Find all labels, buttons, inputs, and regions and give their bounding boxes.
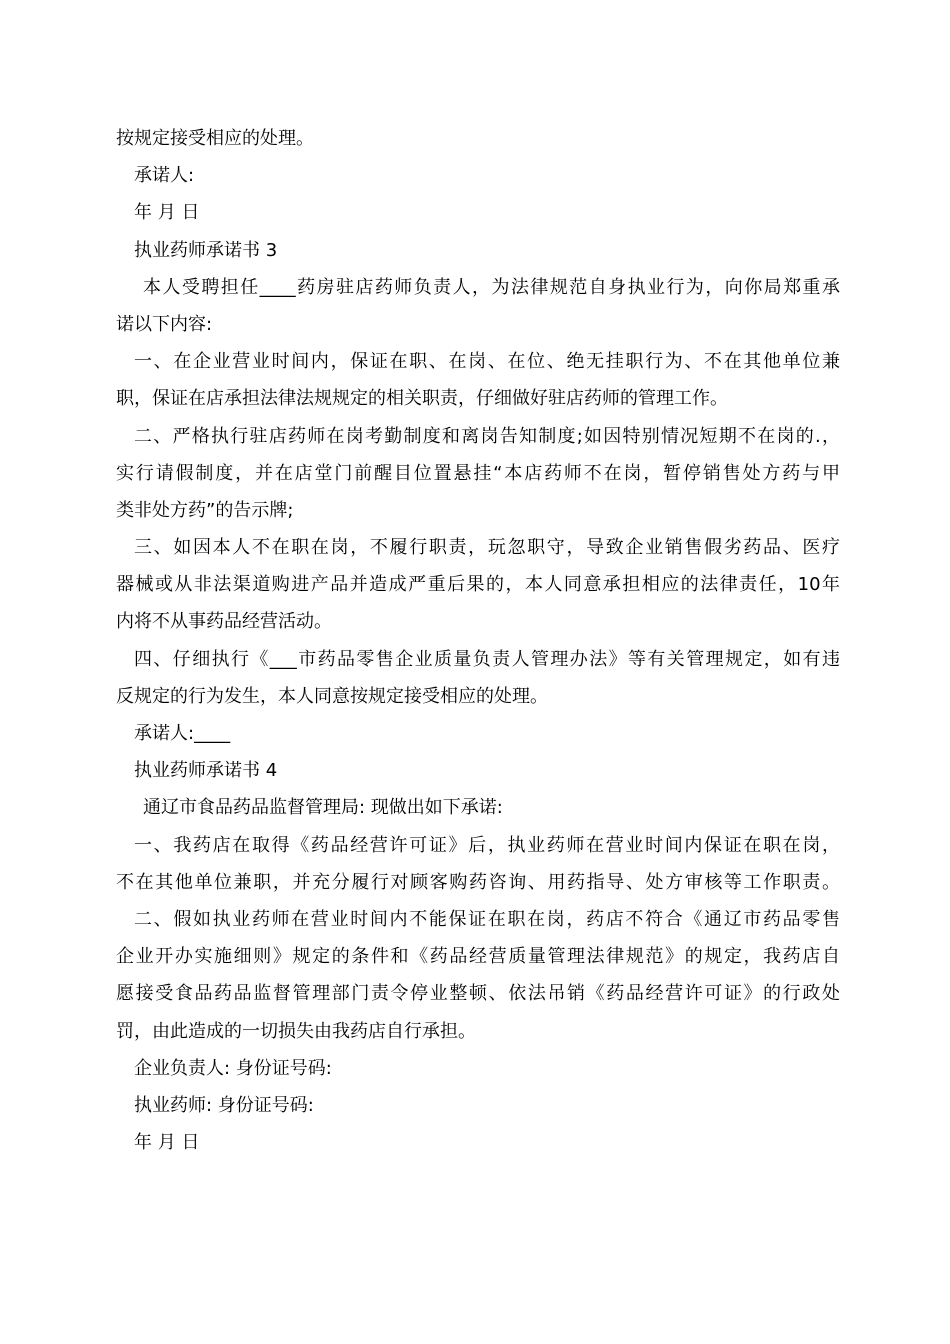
signature-label: 执业药师: 身份证号码:	[134, 1094, 314, 1116]
text-line: 按规定接受相应的处理。	[116, 128, 314, 149]
document-body	[116, 120, 840, 1161]
section-heading: 执业药师承诺书 4	[134, 760, 278, 782]
signature-label: 承诺人:	[134, 165, 195, 187]
text-line: 反规定的行为发生，本人同意按规定接受相应的处理。	[116, 685, 548, 707]
text-line: 通辽市食品药品监督管理局: 现做出如下承诺:	[143, 797, 503, 819]
text-line: 罚，由此造成的一切损失由我药店自行承担。	[116, 1020, 476, 1042]
signature-label: 承诺人:____	[134, 723, 231, 744]
text-line: 愿接受食品药品监督管理部门责令停业整顿、依法吊销《药品经营许可证》的行政处	[116, 983, 840, 1005]
text-line: 不在其他单位兼职，并充分履行对顾客购药咨询、用药指导、处方审核等工作职责。	[116, 871, 840, 893]
text-line: 职，保证在店承担法律法规规定的相关职责，仔细做好驻店药师的管理工作。	[116, 388, 728, 410]
date-line: 年 月 日	[134, 202, 200, 224]
text-line: 四、仔细执行《___市药品零售企业质量负责人管理办法》等有关管理规定，如有违	[134, 648, 840, 670]
text-line: 类非处方药”的告示牌;	[116, 499, 294, 521]
text-line: 二、严格执行驻店药师在岗考勤制度和离岗告知制度;如因特别情况短期不在岗的.，	[134, 425, 840, 447]
text-line: 企业开办实施细则》规定的条件和《药品经营质量管理法律规范》的规定，我药店自	[116, 946, 840, 968]
date-line: 年 月 日	[134, 1132, 200, 1154]
text-line: 二、假如执业药师在营业时间内不能保证在职在岗，药店不符合《通辽市药品零售	[134, 908, 840, 930]
text-line: 器械或从非法渠道购进产品并造成严重后果的，本人同意承担相应的法律责任，10年	[116, 574, 840, 596]
text-line: 内将不从事药品经营活动。	[116, 611, 332, 633]
text-line: 本人受聘担任____药房驻店药师负责人，为法律规范自身执业行为，向你局郑重承	[143, 276, 840, 298]
text-line: 一、我药店在取得《药品经营许可证》后，执业药师在营业时间内保证在职在岗，	[134, 834, 840, 856]
text-line: 三、如因本人不在职在岗，不履行职责，玩忽职守，导致企业销售假劣药品、医疗	[134, 537, 840, 559]
signature-label: 企业负责人: 身份证号码:	[134, 1057, 332, 1079]
text-line: 实行请假制度，并在店堂门前醒目位置悬挂“本店药师不在岗，暂停销售处方药与甲	[116, 462, 840, 484]
text-line: 诺以下内容:	[116, 313, 213, 335]
section-heading: 执业药师承诺书 3	[134, 239, 278, 261]
text-line: 一、在企业营业时间内，保证在职、在岗、在位、绝无挂职行为、不在其他单位兼	[134, 351, 840, 373]
